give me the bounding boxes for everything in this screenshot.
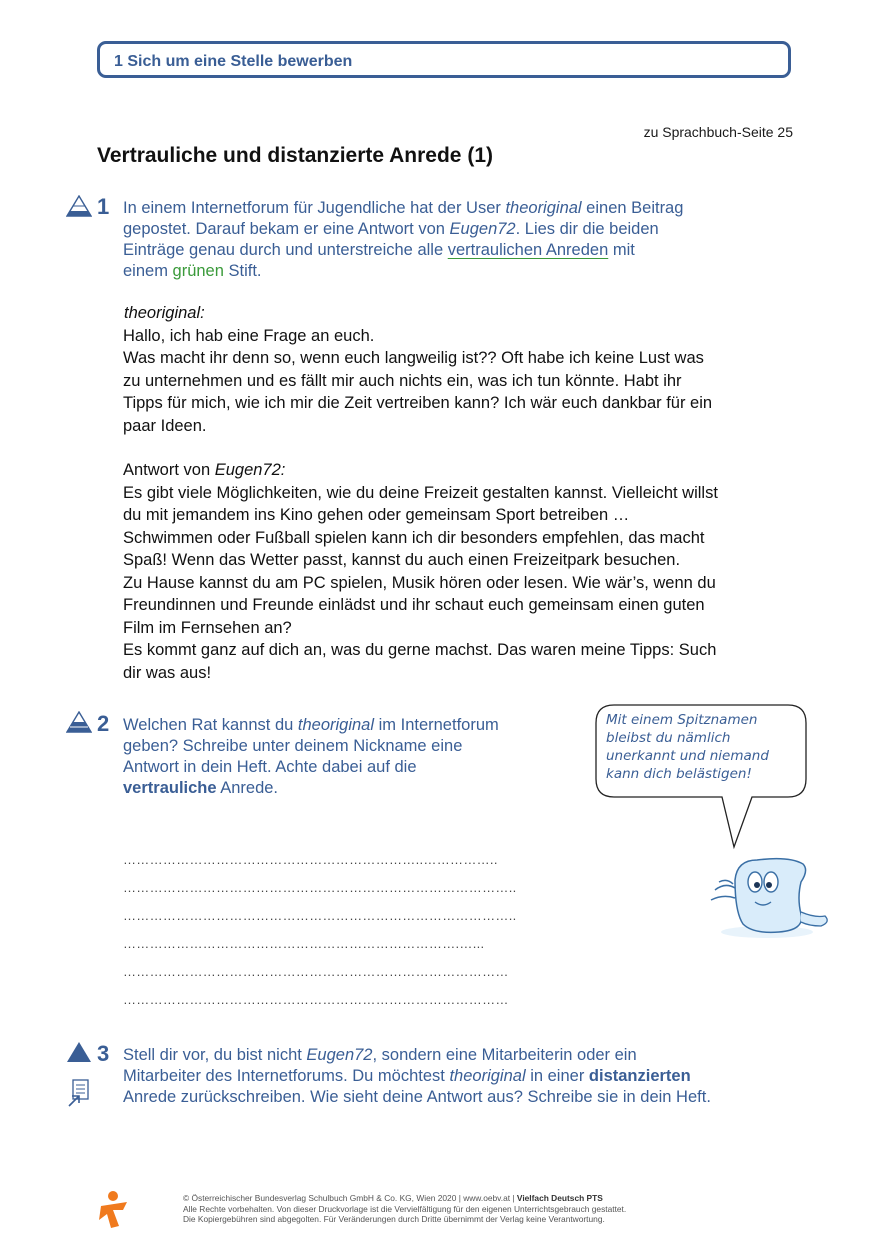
difficulty-level-2-icon	[66, 711, 92, 733]
worksheet-title: Vertrauliche und distanzierte Anrede (1)	[97, 144, 493, 167]
task1-instruction: In einem Internetforum für Jugendliche hat der User theoriginal einen Beitrag gepostet. Darauf bekam er eine Antwort von Eugen72. Lies dir die beiden Einträge genau durch und unterstreiche alle vertraulichen Anreden mit einem grünen Stift.	[123, 199, 684, 280]
chapter-header	[97, 41, 791, 78]
post-line: Zu Hause kannst du am PC spielen, Musik hören oder lesen. Wie wär’s, wenn du	[123, 573, 716, 592]
answer-line: ………………………………………………………………….…...	[123, 936, 485, 951]
task3-instruction: Stell dir vor, du bist nicht Eugen72, sondern eine Mitarbeiterin oder ein Mitarbeiter des Internetforums. Du möchtest theoriginal in einer distanzierten Anrede zurückschreiben. Wie sieht deine Antwort aus? Schreibe sie in dein Heft.	[123, 1046, 711, 1106]
answer-line: ……………………………………………………………………………..	[123, 880, 517, 895]
answer-line: ……………………………………………………………………………	[123, 992, 509, 1007]
page-reference: zu Sprachbuch-Seite 25	[643, 124, 793, 140]
difficulty-level-1-icon	[66, 195, 92, 217]
task-number-3: 3	[97, 1041, 110, 1066]
task-number-2: 2	[97, 711, 110, 736]
post-line: Film im Fernsehen an?	[123, 618, 292, 637]
post-line: Freundinnen und Freunde einlädst und ihr schaut euch gemeinsam einen guten	[123, 596, 705, 614]
post-line: Es gibt viele Möglichkeiten, wie du deine Freizeit gestalten kannst. Vielleicht willst	[123, 483, 718, 502]
post-line: zu unternehmen und es fällt mir auch nichts ein, was ich tun könnte. Habt ihr	[123, 371, 682, 390]
post-line: Es kommt ganz auf dich an, was du gerne machst. Das waren meine Tipps: Such	[123, 641, 717, 659]
post-line: paar Ideen.	[123, 416, 207, 435]
answer-line: ……………………………………………………………………………	[123, 964, 509, 979]
answer-line: …………………………………………………………..……………..	[123, 852, 498, 867]
post-line: dir was aus!	[123, 663, 212, 682]
publisher-logo-icon	[97, 1190, 133, 1230]
post-line: Was macht ihr denn so, wenn euch langweilig ist?? Oft habe ich keine Lust was	[123, 349, 704, 367]
difficulty-level-3-icon	[66, 1041, 92, 1063]
copyright-footer: © Österreichischer Bundesverlag Schulbuch GmbH & Co. KG, Wien 2020 | www.oebv.at | Vielfach Deutsch PTS Alle Rechte vorbehalten. Von dieser Druckvorlage ist die Vervielfältigung für den eigenen Unterrichtsgebrauch gestattet. Die Kopiergebühren sind abgegolten. Für Veränderungen durch Dritte übernimmt der Verlag keine Verantwortung.	[183, 1193, 627, 1224]
answer-line: ……………………………………………………………………………..	[123, 908, 517, 923]
post-line: Spaß! Wenn das Wetter passt, kannst du auch einen Freizeitpark besuchen.	[123, 551, 681, 569]
post-author: theoriginal:	[124, 304, 205, 322]
forum-post-theoriginal	[123, 302, 803, 437]
post-line: Schwimmen oder Fußball spielen kann ich dir besonders empfehlen, das macht	[123, 528, 705, 547]
task2-instruction: Welchen Rat kannst du theoriginal im Internetforum geben? Schreibe unter deinem Nickname eine Antwort in dein Heft. Achte dabei auf die vertrauliche Anrede.	[123, 716, 499, 797]
forum-post-eugen72	[123, 459, 803, 684]
task-number-1: 1	[97, 194, 110, 219]
post-author: Antwort von Eugen72:	[123, 461, 286, 479]
post-line: Tipps für mich, wie ich mir die Zeit vertreiben kann? Ich wär euch dankbar für ein	[123, 394, 713, 412]
post-line: Hallo, ich hab eine Frage an euch.	[123, 326, 375, 345]
copy-to-notebook-icon	[67, 1078, 91, 1108]
post-line: du mit jemandem ins Kino gehen oder gemeinsam Sport betreiben …	[123, 506, 630, 524]
chapter-title: 1 Sich um eine Stelle bewerben	[114, 53, 353, 70]
speech-bubble-text: Mit einem Spitznamen bleibst du nämlich unerkannt und niemand kann dich belästigen!	[606, 712, 769, 782]
mascot-illustration	[705, 852, 835, 942]
